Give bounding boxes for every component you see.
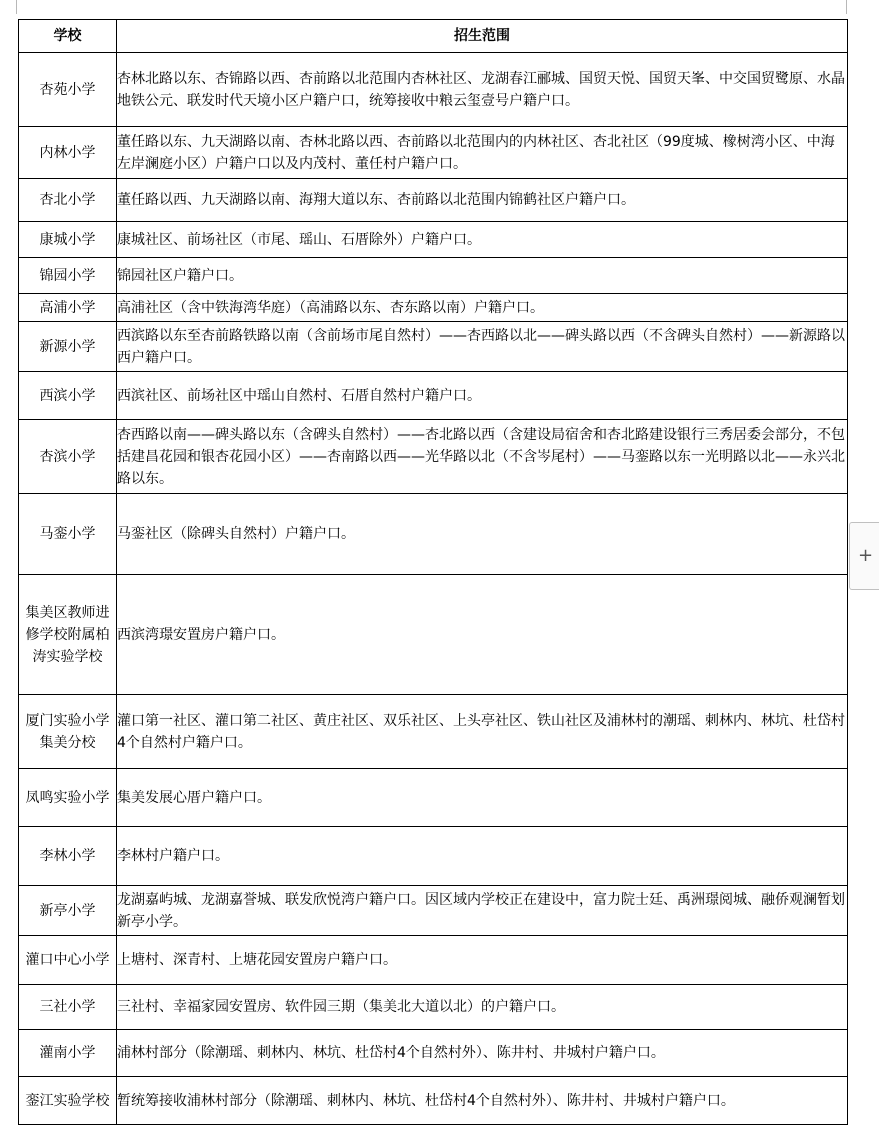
scope-cell: 高浦社区（含中铁海湾华庭）（高浦路以东、杏东路以南）户籍户口。: [117, 294, 848, 322]
table-row: [19, 1030, 848, 1077]
scope-cell: 西滨湾璟安置房户籍户口。: [117, 575, 848, 695]
scope-cell: 马銮社区（除碑头自然村）户籍户口。: [117, 494, 848, 575]
scope-cell: 杏西路以南——碑头路以东（含碑头自然村）——杏北路以西（含建设局宿舍和杏北路建设银行三秀居委会部分，不包括建昌花园和银杏花园小区）——杏南路以西——光华路以北（不含岑尾村）——马銮路以东一光明路以北——永兴北路以东。: [117, 420, 848, 494]
scope-cell: 龙湖嘉屿城、龙湖嘉誉城、联发欣悦湾户籍户口。因区域内学校正在建设中，富力院士廷、禹洲璟阅城、融侨观澜暂划新亭小学。: [117, 886, 848, 936]
table-row: [19, 695, 848, 769]
school-name-cell: 康城小学: [19, 222, 117, 258]
scope-cell: 集美发展心厝户籍户口。: [117, 769, 848, 827]
school-name-cell: 内林小学: [19, 127, 117, 179]
admission-scope-table: [18, 19, 848, 1125]
page-corner-mark-left: [16, 0, 17, 14]
school-name-cell: 西滨小学: [19, 372, 117, 420]
page-corner-mark-right: [846, 0, 847, 14]
school-name-cell: 李林小学: [19, 827, 117, 886]
table-row: [19, 127, 848, 179]
table-row: [19, 258, 848, 294]
header-school: 学校: [19, 20, 117, 53]
header-scope: 招生范围: [117, 20, 848, 53]
table-row: [19, 575, 848, 695]
side-expand-button[interactable]: [849, 522, 879, 590]
school-name-cell: 厦门实验小学集美分校: [19, 695, 117, 769]
school-name-cell: 銮江实验学校: [19, 1077, 117, 1125]
school-name-cell: 灌南小学: [19, 1030, 117, 1077]
table-header-row: [19, 20, 848, 53]
school-name-cell: 新亭小学: [19, 886, 117, 936]
table-row: [19, 769, 848, 827]
table-row: [19, 322, 848, 372]
school-name-cell: 杏滨小学: [19, 420, 117, 494]
table-row: [19, 420, 848, 494]
school-name-cell: 高浦小学: [19, 294, 117, 322]
table-row: [19, 827, 848, 886]
scope-cell: 暂统筹接收浦林村部分（除潮瑶、刺林内、林坑、杜岱村4个自然村外）、陈井村、井城村户籍户口。: [117, 1077, 848, 1125]
school-name-cell: 灌口中心小学: [19, 936, 117, 985]
table-row: [19, 1077, 848, 1125]
scope-cell: 灌口第一社区、灌口第二社区、黄庄社区、双乐社区、上头亭社区、铁山社区及浦林村的潮瑶、刺林内、林坑、杜岱村4个自然村户籍户口。: [117, 695, 848, 769]
table-row: [19, 936, 848, 985]
plus-icon: +: [858, 545, 874, 566]
scope-cell: 上塘村、深青村、上塘花园安置房户籍户口。: [117, 936, 848, 985]
scope-cell: 浦林村部分（除潮瑶、刺林内、林坑、杜岱村4个自然村外）、陈井村、井城村户籍户口。: [117, 1030, 848, 1077]
scope-cell: 康城社区、前场社区（市尾、瑶山、石厝除外）户籍户口。: [117, 222, 848, 258]
school-name-cell: 杏北小学: [19, 179, 117, 222]
school-name-cell: 新源小学: [19, 322, 117, 372]
school-name-cell: 马銮小学: [19, 494, 117, 575]
scope-cell: 董任路以东、九天湖路以南、杏林北路以西、杏前路以北范围内的内林社区、杏北社区（99度城、橡树湾小区、中海左岸澜庭小区）户籍户口以及内茂村、董任村户籍户口。: [117, 127, 848, 179]
table-row: [19, 494, 848, 575]
scope-cell: 锦园社区户籍户口。: [117, 258, 848, 294]
school-name-cell: 凤鸣实验小学: [19, 769, 117, 827]
school-name-cell: 三社小学: [19, 985, 117, 1030]
table-row: [19, 53, 848, 127]
table-row: [19, 294, 848, 322]
scope-cell: 西滨路以东至杏前路铁路以南（含前场市尾自然村）——杏西路以北——碑头路以西（不含碑头自然村）——新源路以西户籍户口。: [117, 322, 848, 372]
table-row: [19, 886, 848, 936]
scope-cell: 杏林北路以东、杏锦路以西、杏前路以北范围内杏林社区、龙湖春江郦城、国贸天悦、国贸天峯、中交国贸鹭原、水晶地铁公元、联发时代天境小区户籍户口，统筹接收中粮云玺壹号户籍户口。: [117, 53, 848, 127]
scope-cell: 三社村、幸福家园安置房、软件园三期（集美北大道以北）的户籍户口。: [117, 985, 848, 1030]
school-name-cell: 杏苑小学: [19, 53, 117, 127]
table-row: [19, 222, 848, 258]
school-name-cell: 集美区教师进修学校附属柏涛实验学校: [19, 575, 117, 695]
table-row: [19, 179, 848, 222]
school-name-cell: 锦园小学: [19, 258, 117, 294]
scope-cell: 西滨社区、前场社区中瑶山自然村、石厝自然村户籍户口。: [117, 372, 848, 420]
table-row: [19, 372, 848, 420]
scope-cell: 董任路以西、九天湖路以南、海翔大道以东、杏前路以北范围内锦鹤社区户籍户口。: [117, 179, 848, 222]
table-row: [19, 985, 848, 1030]
scope-cell: 李林村户籍户口。: [117, 827, 848, 886]
